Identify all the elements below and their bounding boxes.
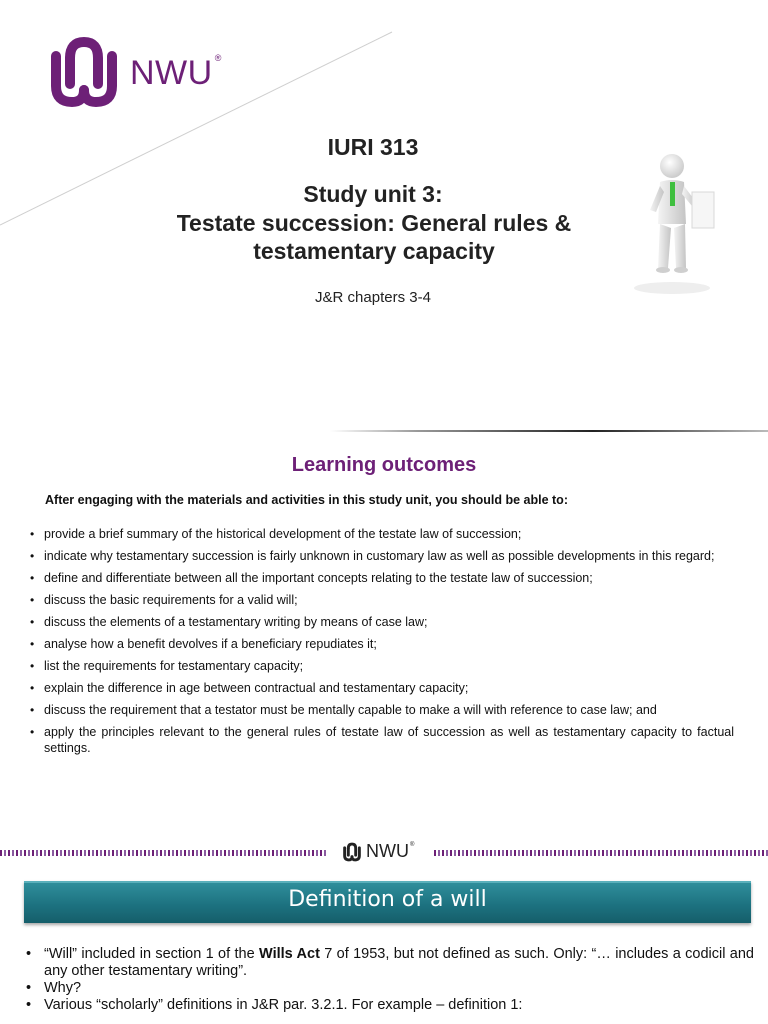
registered-mark: ® bbox=[214, 53, 222, 63]
definition-slide bbox=[0, 874, 768, 1024]
definition-title: Definition of a will bbox=[288, 887, 487, 912]
list-item: • discuss the basic requirements for a valid will; bbox=[30, 592, 734, 608]
logo-wordmark: NWU bbox=[366, 841, 409, 861]
decorative-pattern-left bbox=[0, 850, 326, 856]
list-item: • provide a brief summary of the historical development of the testate law of succession; bbox=[30, 526, 734, 542]
study-unit-heading: Study unit 3: bbox=[303, 181, 443, 207]
course-code: IURI 313 bbox=[327, 134, 419, 160]
title-slide bbox=[0, 0, 768, 432]
learning-outcomes-title: Learning outcomes bbox=[291, 454, 477, 476]
chapters-reference: J&R chapters 3-4 bbox=[315, 289, 431, 306]
study-unit-subtitle: Testate succession: General rules & testamentary capacity bbox=[176, 210, 572, 264]
list-item: • indicate why testamentary succession is fairly unknown in customary law as well as possible developments in this regard; bbox=[30, 548, 734, 564]
nwu-small-logo bbox=[338, 841, 418, 862]
learning-outcomes-intro: After engaging with the materials and activities in this study unit, you should be able to: bbox=[45, 493, 568, 507]
list-item bbox=[26, 946, 754, 980]
slide-bottom-rule bbox=[330, 430, 768, 432]
list-item: • apply the principles relevant to the general rules of testate law of succession as well as testamentary capacity to factual settings. bbox=[30, 724, 734, 756]
nwu-emblem-icon bbox=[342, 842, 362, 862]
bullet-text: “Will” included in section 1 of the bbox=[44, 946, 260, 962]
decorative-pattern-right bbox=[434, 850, 768, 856]
nwu-logo bbox=[46, 34, 221, 110]
list-item: • analyse how a benefit devolves if a beneficiary repudiates it; bbox=[30, 636, 734, 652]
nwu-emblem-icon bbox=[46, 34, 122, 110]
list-item: • Various “scholarly” definitions in J&R par. 3.2.1. For example – definition 1: bbox=[26, 997, 754, 1014]
bullet-text: 7 of 1953, but not defined as such. Only: “… includes a codicil and any other testamentary writing”. bbox=[44, 946, 754, 979]
registered-mark: ® bbox=[410, 841, 415, 848]
person-holding-document-icon bbox=[612, 150, 736, 300]
nwu-divider-band bbox=[0, 838, 768, 866]
list-item: • define and differentiate between all the important concepts relating to the testate law of succession; bbox=[30, 570, 734, 586]
list-item: • Why? bbox=[26, 980, 754, 997]
learning-outcomes-slide bbox=[0, 440, 768, 820]
learning-outcomes-list bbox=[30, 526, 734, 762]
list-item: • discuss the elements of a testamentary writing by means of case law; bbox=[30, 614, 734, 630]
logo-wordmark: NWU bbox=[130, 53, 213, 92]
wills-act-bold: Wills Act bbox=[259, 946, 320, 962]
definition-bullets bbox=[26, 946, 754, 1014]
list-item: • explain the difference in age between contractual and testamentary capacity; bbox=[30, 680, 734, 696]
list-item: • list the requirements for testamentary capacity; bbox=[30, 658, 734, 674]
list-item: • discuss the requirement that a testator must be mentally capable to make a will with reference to case law; and bbox=[30, 702, 734, 718]
